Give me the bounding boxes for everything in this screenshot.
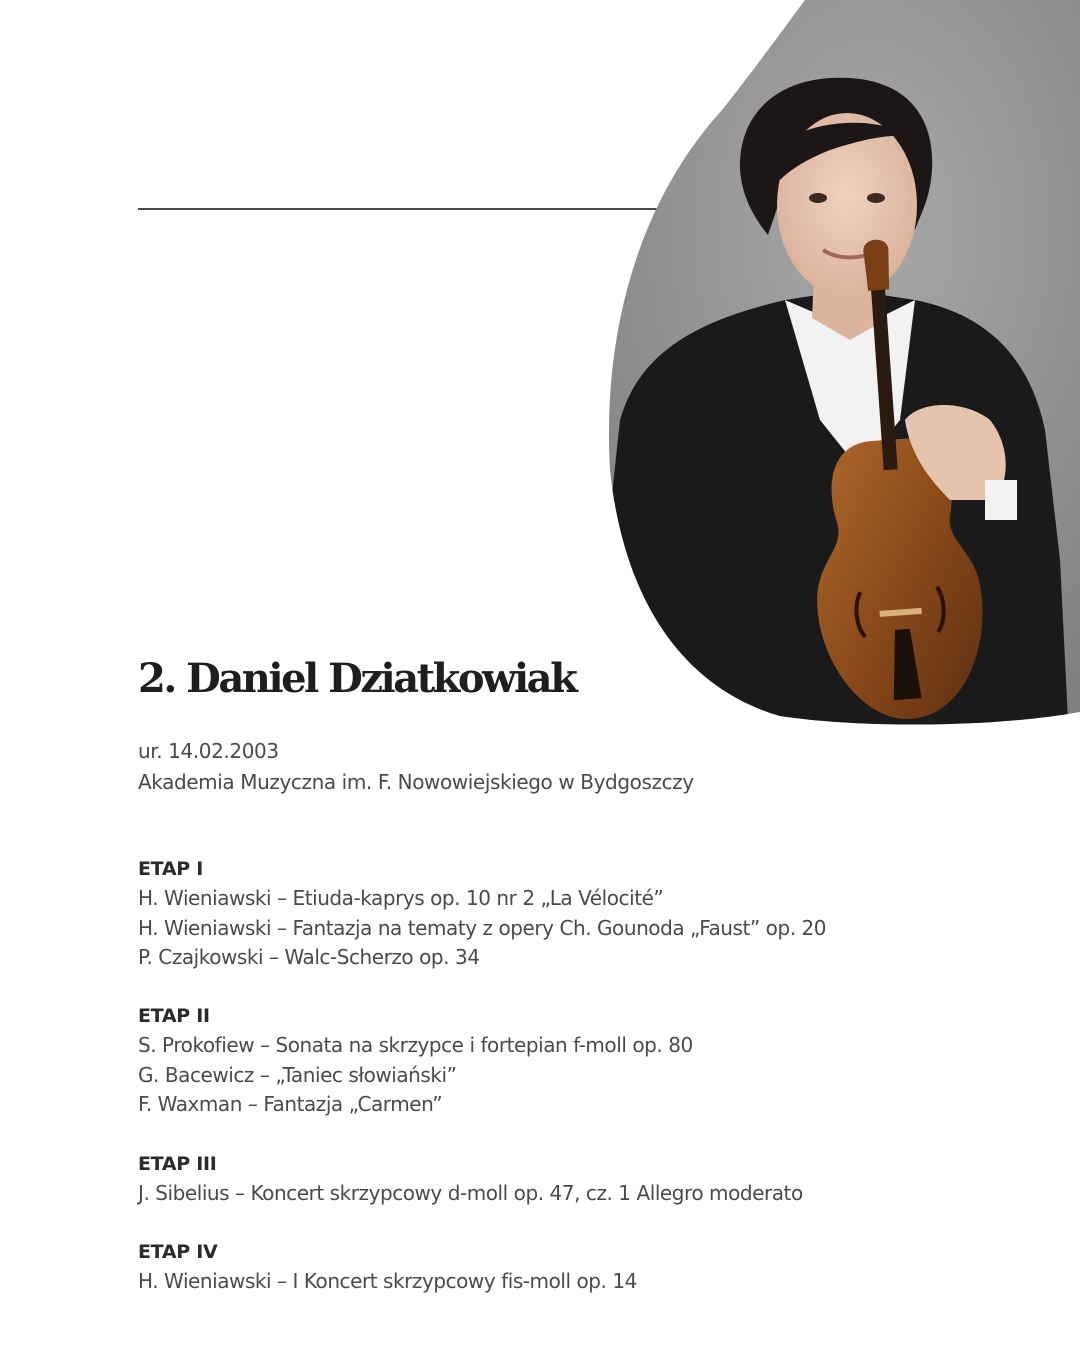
stage-1 [138, 854, 826, 973]
performer-info [138, 736, 694, 798]
performer-name: 2. Daniel Dziatkowiak [138, 655, 576, 702]
repertoire-item: F. Waxman – Fantazja „Carmen” [138, 1092, 443, 1116]
repertoire-item: J. Sibelius – Koncert skrzypcowy d-moll op. 47, cz. 1 Allegro moderato [138, 1181, 803, 1205]
stage-4 [138, 1237, 637, 1297]
stage-title: ETAP III [138, 1153, 217, 1175]
repertoire-item: H. Wieniawski – I Koncert skrzypcowy fis-moll op. 14 [138, 1269, 637, 1293]
repertoire-item: P. Czajkowski – Walc-Scherzo op. 34 [138, 945, 480, 969]
repertoire-item: H. Wieniawski – Fantazja na tematy z opery Ch. Gounoda „Faust” op. 20 [138, 915, 827, 940]
stage-title: ETAP I [138, 858, 203, 880]
stage-title: ETAP IV [138, 1241, 218, 1263]
stage-2 [138, 1001, 693, 1120]
repertoire-item: H. Wieniawski – Etiuda-kaprys op. 10 nr 2 „La Vélocité” [138, 886, 664, 910]
stage-title: ETAP II [138, 1005, 210, 1027]
repertoire-item: G. Bacewicz – „Taniec słowiański” [138, 1062, 457, 1087]
birth-date: ur. 14.02.2003 [138, 739, 279, 763]
stage-3 [138, 1149, 803, 1209]
repertoire-item: S. Prokofiew – Sonata na skrzypce i fortepian f-moll op. 80 [138, 1033, 693, 1057]
school-name: Akademia Muzyczna im. F. Nowowiejskiego w Bydgoszczy [138, 770, 694, 794]
